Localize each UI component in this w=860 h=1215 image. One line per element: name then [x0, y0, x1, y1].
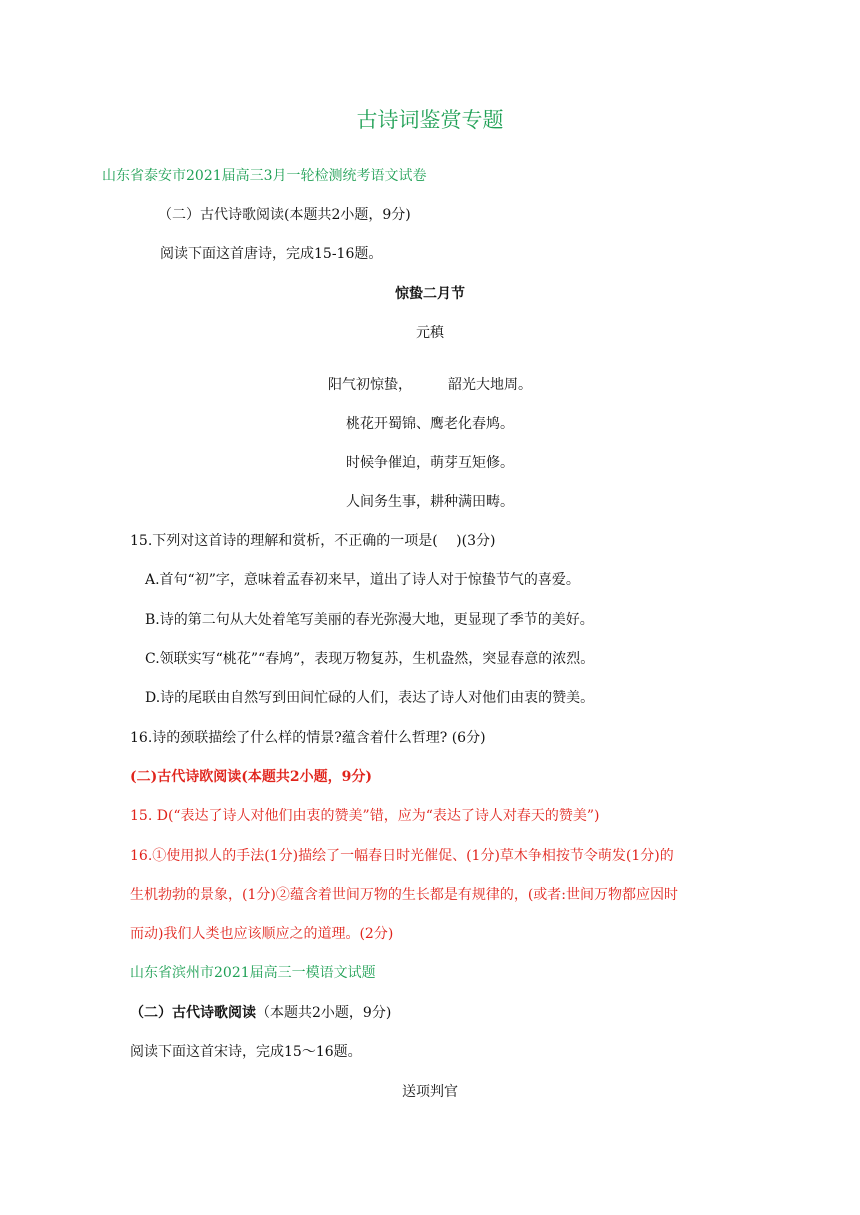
poem-author-1: 元稹	[416, 325, 444, 341]
answer-15: 15. D(“表达了诗人对他们由衷的赞美”错，应为“表达了诗人对春天的赞美”)	[130, 808, 600, 824]
poem-line-3: 时候争催迫，萌芽互矩修。	[346, 455, 514, 471]
section-heading-2	[130, 1003, 391, 1023]
poem-line-1a: 阳气初惊蛰，	[328, 377, 412, 393]
section-heading-1: （二）古代诗歌阅读(本题共2小题，9分)	[158, 207, 411, 223]
section-heading-2-rest: （本题共2小题，9分)	[256, 1005, 392, 1021]
option-a: A.首句“初”字，意味着孟春初来早，道出了诗人对于惊蛰节气的喜爱。	[145, 572, 580, 588]
option-c: C.领联实写“桃花”“春鸠”，表现万物复苏，生机盎然，突显春意的浓烈。	[145, 651, 595, 667]
page-title: 古诗词鉴赏专题	[356, 108, 504, 132]
option-d: D.诗的尾联由自然写到田间忙碌的人们，表达了诗人对他们由衷的赞美。	[145, 690, 595, 706]
answer-16-line-3: 而动)我们人类也应该顺应之的道理。(2分)	[130, 926, 394, 942]
poem-title-1: 惊蛰二月节	[395, 286, 465, 302]
poem-line-4: 人间务生事，耕种满田畴。	[346, 494, 514, 510]
section-heading-2-bold: （二）古代诗歌阅读	[130, 1005, 256, 1021]
answer-16-line-2: 生机勃勃的景象，(1分)②蕴含着世间万物的生长都是有规律的，(或者:世间万物都应因时	[130, 887, 679, 903]
instruction-1: 阅读下面这首唐诗，完成15-16题。	[160, 246, 383, 262]
answer-heading: (二)古代诗欧阅读(本题共2小题，9分)	[130, 769, 372, 785]
poem-title-2: 送项判官	[402, 1084, 458, 1100]
source-line-2: 山东省滨州市2021届高三一模语文试题	[130, 965, 376, 981]
question-15: 15.下列对这首诗的理解和赏析，不正确的一项是( )(3分)	[130, 533, 496, 549]
question-16: 16.诗的颈联描绘了什么样的情景?蕴含着什么哲理? (6分)	[130, 730, 486, 746]
poem-line-1	[0, 375, 860, 395]
poem-line-1b: 韶光大地周。	[448, 377, 532, 393]
instruction-2: 阅读下面这首宋诗，完成15～16题。	[130, 1044, 362, 1060]
source-line-1: 山东省泰安市2021届高三3月一轮检测统考语文试卷	[102, 168, 427, 184]
answer-16-line-1: 16.①使用拟人的手法(1分)描绘了一幅春日时光催促、(1分)草木争相按节令萌发(1分)的	[130, 848, 674, 864]
poem-line-2: 桃花开蜀锦、鹰老化春鸠。	[346, 416, 514, 432]
option-b: B.诗的第二句从大处着笔写美丽的春光弥漫大地，更显现了季节的美好。	[145, 612, 594, 628]
